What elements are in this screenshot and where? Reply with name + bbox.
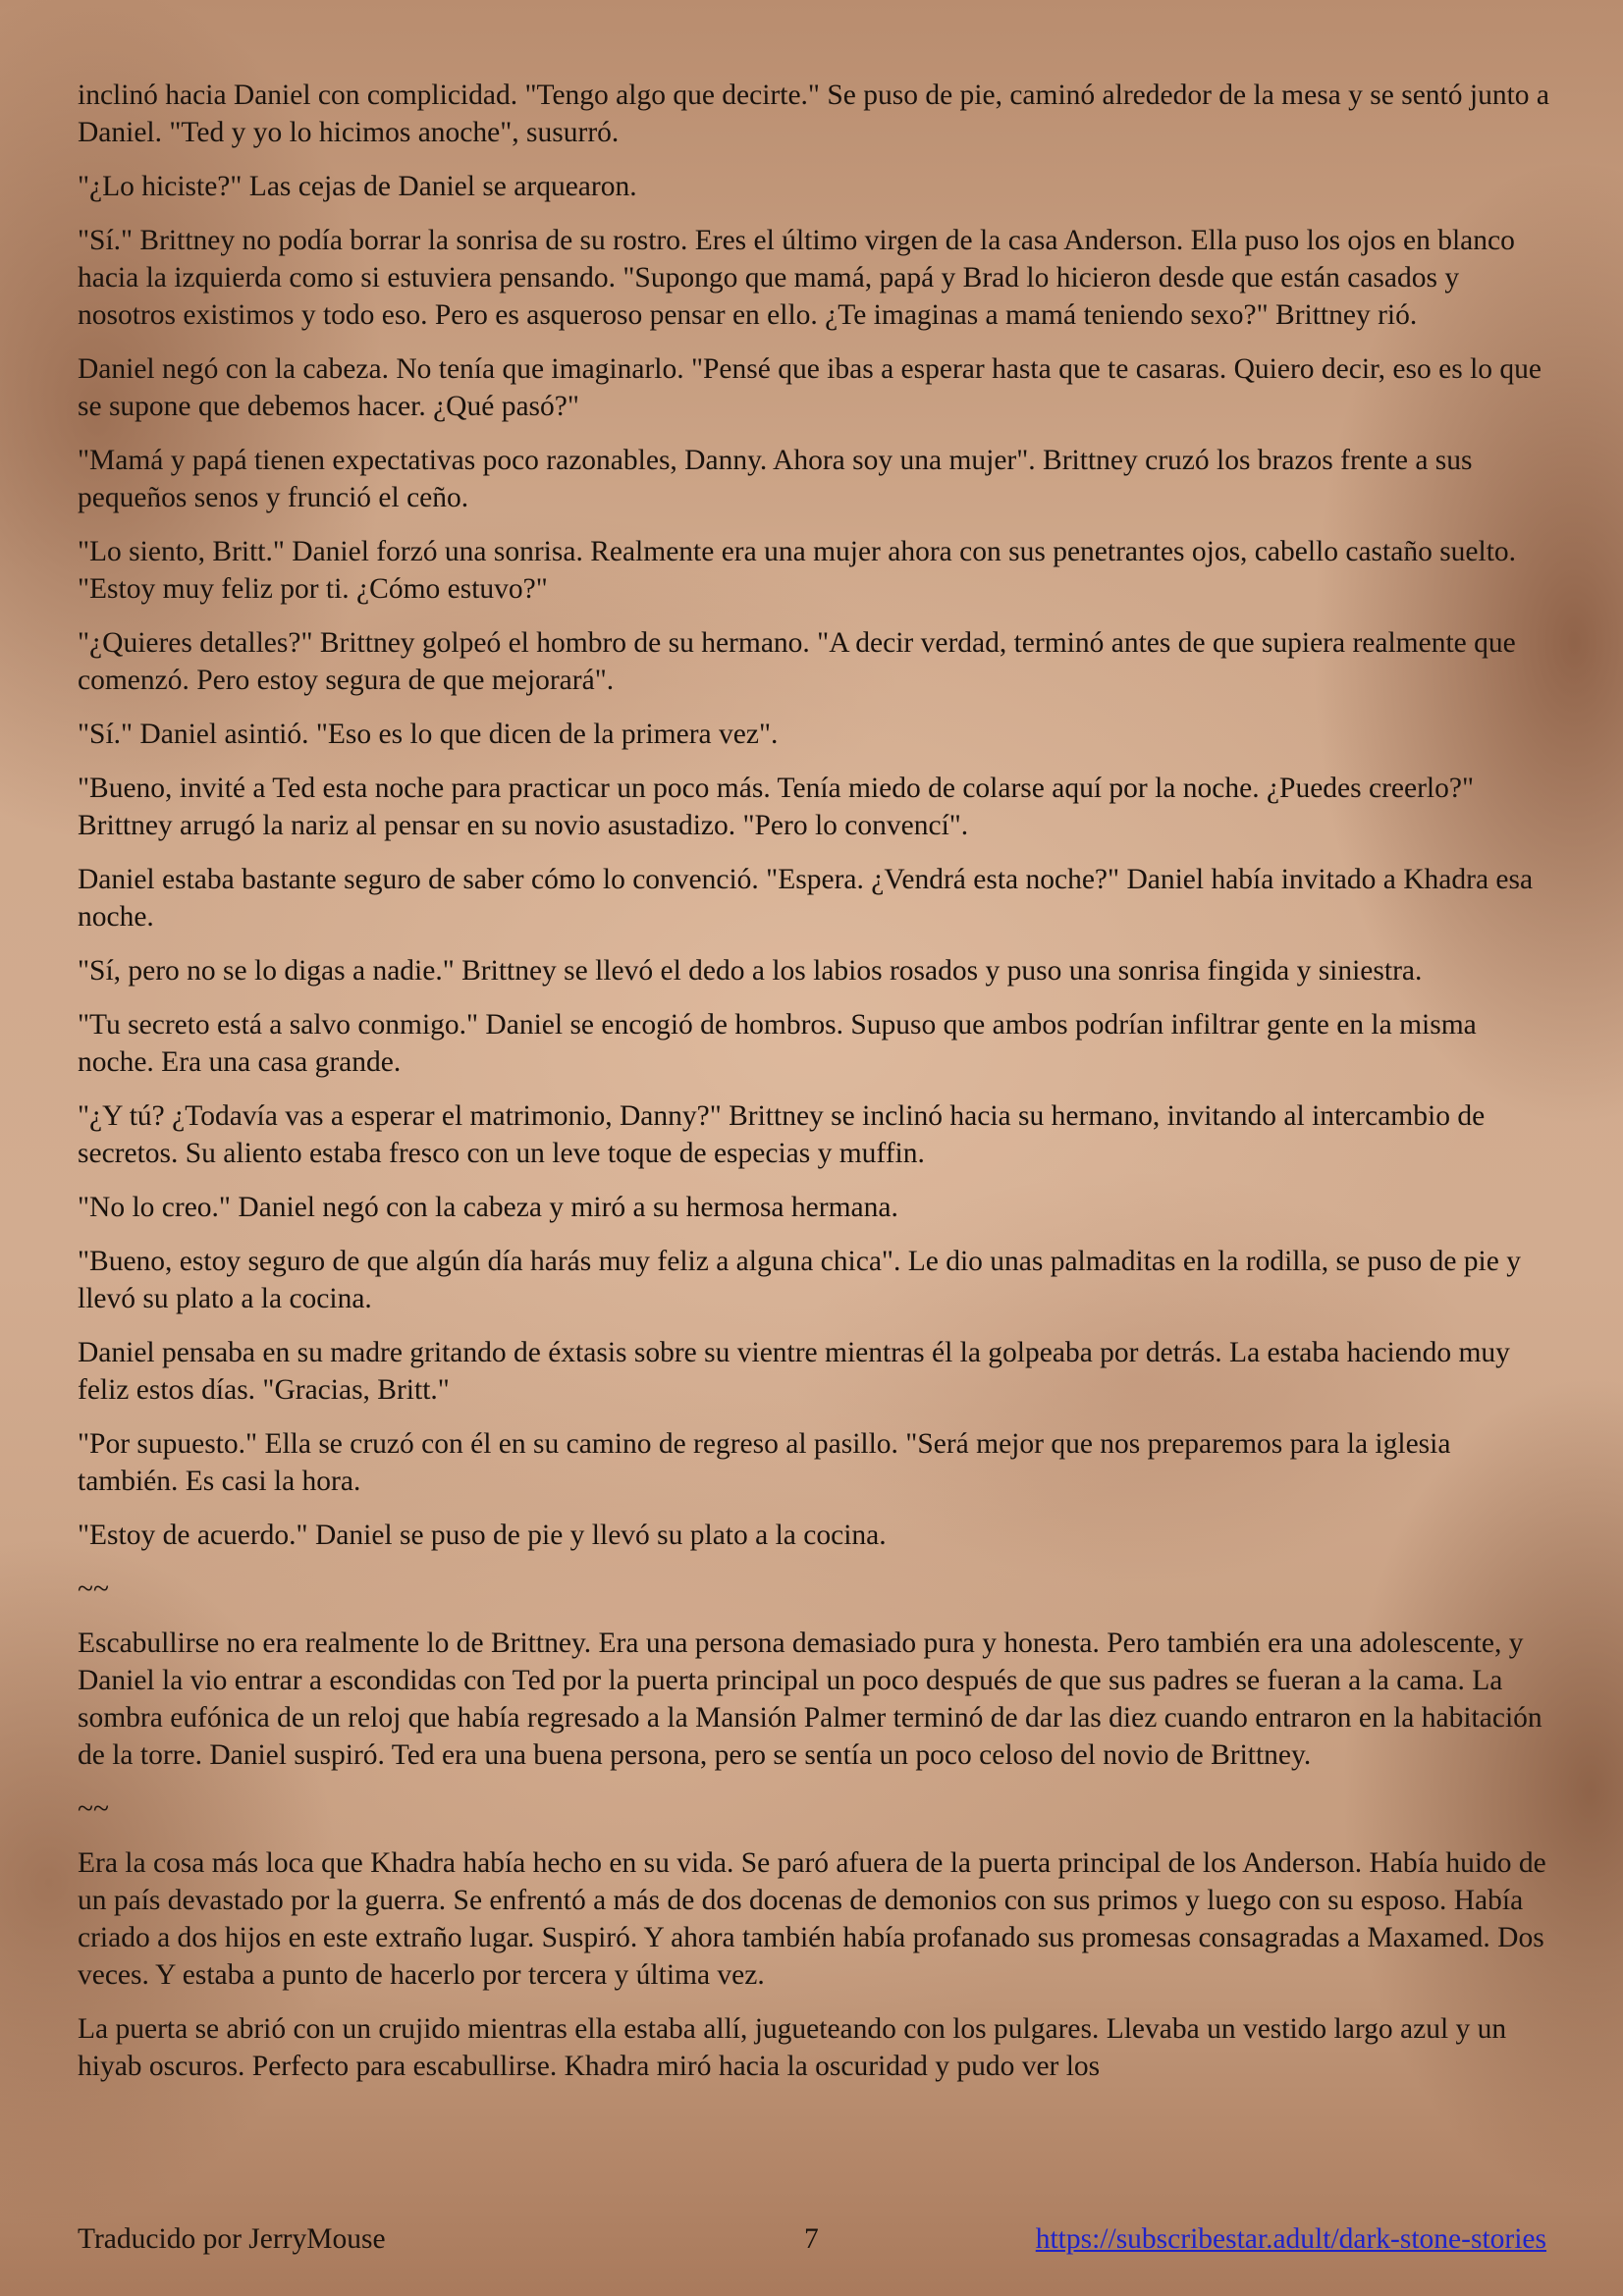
paragraph: "Estoy de acuerdo." Daniel se puso de pie y llevó su plato a la cocina. xyxy=(78,1520,887,1551)
paragraph: "Mamá y papá tienen expectativas poco razonables, Danny. Ahora soy una mujer". Brittney cruzó los brazos frente a sus pequeños senos y frunció el ceño. xyxy=(78,445,1473,513)
scene-break: ~~ xyxy=(78,1574,109,1605)
paragraph: "Sí, pero no se lo digas a nadie." Brittney se llevó el dedo a los labios rosados y puso una sonrisa fingida y siniestra. xyxy=(78,955,1423,987)
subscribestar-link[interactable]: https://subscribestar.adult/dark-stone-stories xyxy=(1035,2223,1546,2255)
paragraph: "Sí." Brittney no podía borrar la sonrisa de su rostro. Eres el último virgen de la casa Anderson. Ella puso los ojos en blanco hacia la izquierda como si estuviera pensando. "Supongo que mamá, papá y Brad lo hicieron desde que están casados y nosotros existimos y todo eso. Pero es asqueroso pensar en ello. ¿Te imaginas a mamá teniendo sexo?" Brittney rió. xyxy=(78,225,1515,331)
paragraph: "Sí." Daniel asintió. "Eso es lo que dicen de la primera vez". xyxy=(78,719,779,750)
paragraph: La puerta se abrió con un crujido mientras ella estaba allí, jugueteando con los pulgares. Llevaba un vestido largo azul y un hiyab oscuros. Perfecto para escabullirse. Khadra miró hacia la oscuridad y pudo ver los xyxy=(78,2013,1507,2082)
body-text xyxy=(78,77,1554,2102)
paragraph: "Lo siento, Britt." Daniel forzó una sonrisa. Realmente era una mujer ahora con sus penetrantes ojos, cabello castaño suelto. "Estoy muy feliz por ti. ¿Cómo estuvo?" xyxy=(78,536,1517,605)
page-number: 7 xyxy=(804,2223,819,2255)
paragraph: "No lo creo." Daniel negó con la cabeza y miró a su hermosa hermana. xyxy=(78,1192,898,1223)
paragraph: "Bueno, invité a Ted esta noche para practicar un poco más. Tenía miedo de colarse aquí por la noche. ¿Puedes creerlo?" Brittney arrugó la nariz al pensar en su novio asustadizo. "Pero lo convencí". xyxy=(78,773,1475,841)
paragraph: Daniel estaba bastante seguro de saber cómo lo convenció. "Espera. ¿Vendrá esta noche?" Daniel había invitado a Khadra esa noche. xyxy=(78,864,1534,933)
paragraph: "Bueno, estoy seguro de que algún día harás muy feliz a alguna chica". Le dio unas palmaditas en la rodilla, se puso de pie y llevó su plato a la cocina. xyxy=(78,1246,1521,1314)
translator-credit: Traducido por JerryMouse xyxy=(78,2223,386,2255)
paragraph: inclinó hacia Daniel con complicidad. "Tengo algo que decirte." Se puso de pie, caminó alrededor de la mesa y se sentó junto a Daniel. "Ted y yo lo hicimos anoche", susurró. xyxy=(78,80,1549,148)
paragraph: "¿Y tú? ¿Todavía vas a esperar el matrimonio, Danny?" Brittney se inclinó hacia su hermano, invitando al intercambio de secretos. Su aliento estaba fresco con un leve toque de especias y muffin. xyxy=(78,1100,1486,1169)
page-footer xyxy=(78,2220,1546,2260)
paragraph: "¿Lo hiciste?" Las cejas de Daniel se arquearon. xyxy=(78,171,637,202)
scene-break: ~~ xyxy=(78,1793,109,1825)
paragraph: Daniel negó con la cabeza. No tenía que imaginarlo. "Pensé que ibas a esperar hasta que te casaras. Quiero decir, eso es lo que se supone que debemos hacer. ¿Qué pasó?" xyxy=(78,353,1542,422)
paragraph: Daniel pensaba en su madre gritando de éxtasis sobre su vientre mientras él la golpeaba por detrás. La estaba haciendo muy feliz estos días. "Gracias, Britt." xyxy=(78,1337,1510,1406)
paragraph: "Por supuesto." Ella se cruzó con él en su camino de regreso al pasillo. "Será mejor que nos preparemos para la iglesia también. Es casi la hora. xyxy=(78,1428,1451,1497)
paragraph: "Tu secreto está a salvo conmigo." Daniel se encogió de hombros. Supuso que ambos podrían infiltrar gente en la misma noche. Era una casa grande. xyxy=(78,1009,1477,1078)
paragraph: Escabullirse no era realmente lo de Brittney. Era una persona demasiado pura y honesta. Pero también era una adolescente, y Daniel la vio entrar a escondidas con Ted por la puerta principal un poco después de que sus padres se fueran a la cama. La sombra eufónica de un reloj que había regresado a la Mansión Palmer terminó de dar las diez cuando entraron en la habitación de la torre. Daniel suspiró. Ted era una buena persona, pero se sentía un poco celoso del novio de Brittney. xyxy=(78,1628,1542,1771)
paragraph: Era la cosa más loca que Khadra había hecho en su vida. Se paró afuera de la puerta principal de los Anderson. Había huido de un país devastado por la guerra. Se enfrentó a más de dos docenas de demonios con sus primos y luego con su esposo. Había criado a dos hijos en este extraño lugar. Suspiró. Y ahora también había profanado sus promesas consagradas a Maxamed. Dos veces. Y estaba a punto de hacerlo por tercera y última vez. xyxy=(78,1847,1546,1991)
paragraph: "¿Quieres detalles?" Brittney golpeó el hombro de su hermano. "A decir verdad, terminó antes de que supiera realmente que comenzó. Pero estoy segura de que mejorará". xyxy=(78,627,1516,696)
